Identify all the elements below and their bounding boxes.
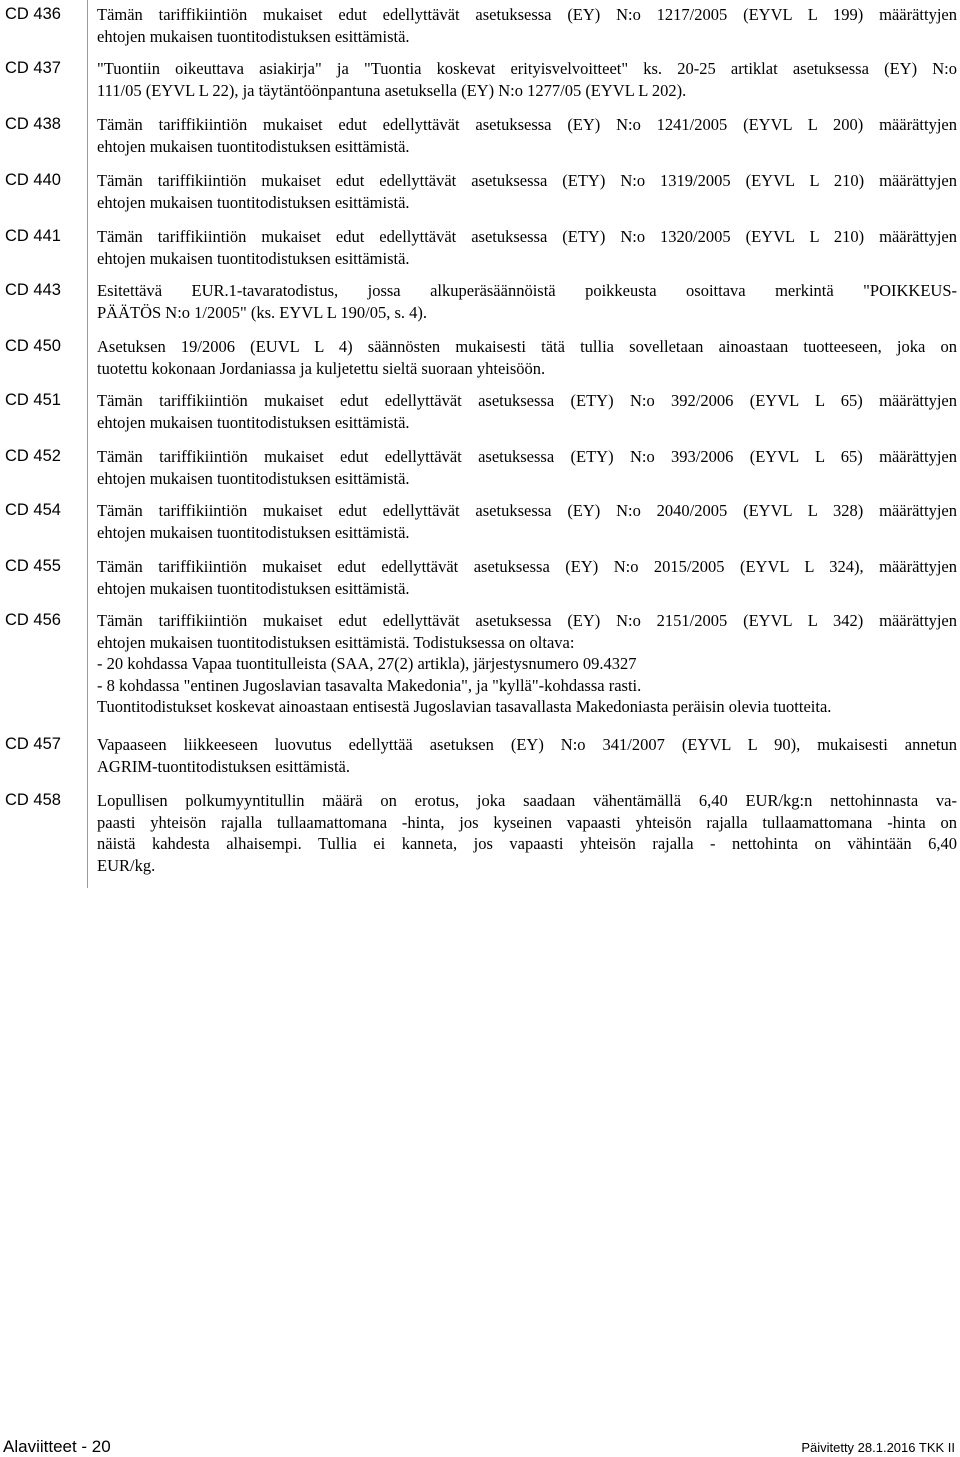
footnote-text-line: ehtojen mukaisen tuontitodistuksen esittämistä. [97,522,410,542]
footnote-text-line: ehtojen mukaisen tuontitodistuksen esittämistä. Todistuksessa on oltava: [97,632,575,652]
footnote-text-line: paasti yhteisön rajalla tullaamattomana -hinta, jos kyseinen vapaasti yhteisön rajalla tullaamattomana -hinta on [97,812,957,832]
footnote-text [97,500,957,543]
footnote-text-line: PÄÄTÖS N:o 1/2005" (ks. EYVL L 190/05, s. 4). [97,302,428,322]
footnote-text [97,226,957,269]
footnote-text [97,170,957,213]
footnote-text-line: ehtojen mukaisen tuontitodistuksen esittämistä. [97,578,410,598]
footnote-text-line: Tuontitodistukset koskevat ainoastaan entisestä Jugoslavian tasavallasta Makedoniasta peräisin olevia tuotteita. [97,697,832,716]
footnote-code: CD 455 [5,557,61,575]
footnote-text-line: tuotettu kokonaan Jordaniassa ja kuljetettu sieltä suoraan yhteisöön. [97,358,546,378]
footnote-text [97,446,957,489]
footnote-code: CD 440 [5,171,61,189]
footnote-text [97,4,957,47]
footnote-text [97,114,957,157]
footnote-text-line: EUR/kg. [97,855,156,875]
footnote-text-line: - 8 kohdassa "entinen Jugoslavian tasavalta Makedonia", ja "kyllä"-kohdassa rasti. [97,675,642,695]
footnote-code: CD 456 [5,611,61,629]
footnote-text-line: "Tuontiin oikeuttava asiakirja" ja "Tuontia koskevat erityisvelvoitteet" ks. 20-25 artiklat asetuksessa (EY) N:o [97,59,957,78]
footnote-text-line: Asetuksen 19/2006 (EUVL L 4) säännösten mukaisesti tätä tullia sovelletaan ainoastaan tuotteeseen, joka on [97,337,957,356]
footnote-text-line: ehtojen mukaisen tuontitodistuksen esittämistä. [97,248,410,268]
footnote-code: CD 450 [5,337,61,355]
footnote-text-line: Tämän tariffikiintiön mukaiset edut edellyttävät asetuksessa (ETY) N:o 1319/2005 (EYVL L 210) määrättyjen [97,171,957,190]
footnote-text-line: Tämän tariffikiintiön mukaiset edut edellyttävät asetuksessa (EY) N:o 2151/2005 (EYVL L 342) määrättyjen [97,611,957,630]
footnote-text-line: ehtojen mukaisen tuontitodistuksen esittämistä. [97,468,410,488]
footnote-code: CD 451 [5,391,61,409]
footnote-text [97,58,957,101]
footnote-text-line: Tämän tariffikiintiön mukaiset edut edellyttävät asetuksessa (ETY) N:o 393/2006 (EYVL L 65) määrättyjen [97,447,957,466]
footnote-text-line: ehtojen mukaisen tuontitodistuksen esittämistä. [97,412,410,432]
footnote-text-line: näistä kahdesta alhaisempi. Tullia ei kanneta, jos vapaasti yhteisön rajalla - nettohinta on vähintään 6,40 [97,834,957,853]
footnote-code: CD 454 [5,501,61,519]
footnote-text [97,734,957,777]
footnote-text-line: Tämän tariffikiintiön mukaiset edut edellyttävät asetuksessa (ETY) N:o 392/2006 (EYVL L 65) määrättyjen [97,391,957,410]
footnote-text-line: Tämän tariffikiintiön mukaiset edut edellyttävät asetuksessa (EY) N:o 1217/2005 (EYVL L 199) määrättyjen [97,5,957,24]
footnote-text [97,610,957,718]
footnote-text-line: ehtojen mukaisen tuontitodistuksen esittämistä. [97,192,410,212]
footnote-text [97,390,957,433]
footnote-text-line: ehtojen mukaisen tuontitodistuksen esittämistä. [97,136,410,156]
footnote-code: CD 458 [5,791,61,809]
footnote-text-line: Tämän tariffikiintiön mukaiset edut edellyttävät asetuksessa (EY) N:o 2015/2005 (EYVL L 324), määrättyjen [97,557,957,576]
footnote-code: CD 457 [5,735,61,753]
footnote-text-line: Tämän tariffikiintiön mukaiset edut edellyttävät asetuksessa (EY) N:o 1241/2005 (EYVL L 200) määrättyjen [97,115,957,134]
footnote-text-line: Esitettävä EUR.1-tavaratodistus, jossa alkuperäsäännöistä poikkeusta osoittava merkintä "POIKKEUS- [97,281,957,300]
footnote-text [97,790,957,876]
footnote-text [97,280,957,323]
footnote-text [97,556,957,599]
footnote-text-line: Lopullisen polkumyyntitullin määrä on erotus, joka saadaan vähentämällä 6,40 EUR/kg:n nettohinnasta va- [97,791,957,810]
footnote-code: CD 441 [5,227,61,245]
footnote-text-line: AGRIM-tuontitodistuksen esittämistä. [97,756,350,776]
footer-updated-date: Päivitetty 28.1.2016 TKK II [801,1440,955,1455]
footnote-code: CD 436 [5,5,61,23]
footnote-code: CD 438 [5,115,61,133]
column-divider [87,0,88,888]
footnote-text-line: ehtojen mukaisen tuontitodistuksen esittämistä. [97,26,410,46]
footer-page-label: Alaviitteet - 20 [3,1437,111,1456]
footnote-text-line: Tämän tariffikiintiön mukaiset edut edellyttävät asetuksessa (ETY) N:o 1320/2005 (EYVL L 210) määrättyjen [97,227,957,246]
footnote-code: CD 452 [5,447,61,465]
footnote-code: CD 443 [5,281,61,299]
footnote-text [97,336,957,379]
footnote-text-line: Vapaaseen liikkeeseen luovutus edellyttää asetuksen (EY) N:o 341/2007 (EYVL L 90), mukaisesti annetun [97,735,957,754]
footnote-text-line: Tämän tariffikiintiön mukaiset edut edellyttävät asetuksessa (EY) N:o 2040/2005 (EYVL L 328) määrättyjen [97,501,957,520]
footnote-text-line: - 20 kohdassa Vapaa tuontitulleista (SAA, 27(2) artikla), järjestysnumero 09.4327 [97,654,637,673]
footnote-text-line: 111/05 (EYVL L 22), ja täytäntöönpantuna asetuksella (EY) N:o 1277/05 (EYVL L 202). [97,80,687,100]
footnote-code: CD 437 [5,59,61,77]
